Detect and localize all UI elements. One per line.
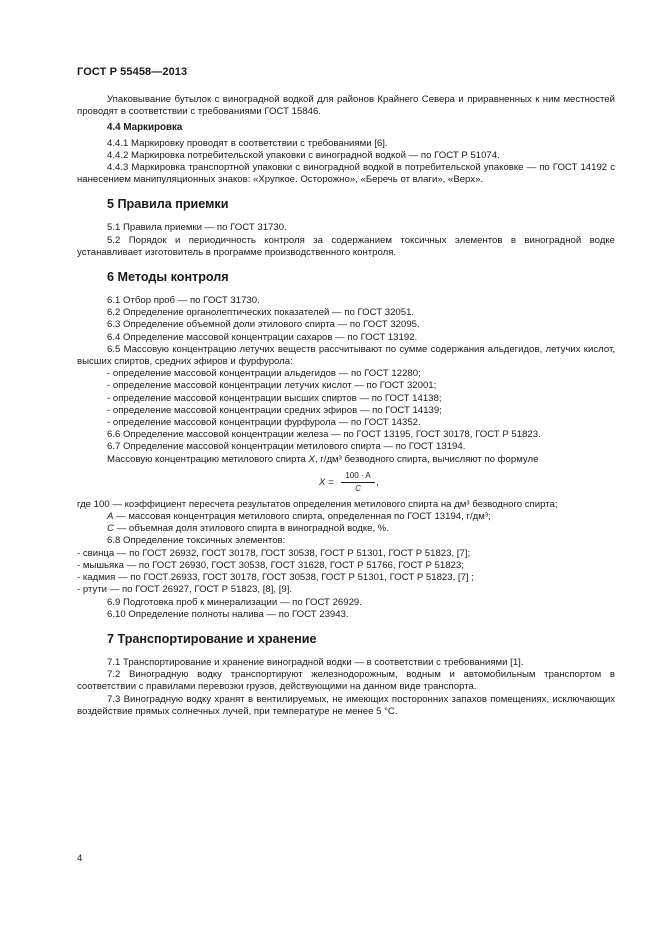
paragraph-6-5: 6.5 Массовую концентрацию летучих веществ рассчитывают по сумме содержания альдегидов, летучих кислот, высших спиртов, средних эфиров и фурфурола: <box>77 343 615 368</box>
methanol-intro-b: , г/дм³ безводного спирта, вычисляют по формуле <box>314 453 539 465</box>
list-item-toxic: - мышьяка — по ГОСТ 26930, ГОСТ 30538, ГОСТ 31628, ГОСТ Р 51766, ГОСТ Р 51823; <box>77 559 464 571</box>
section-title-5: 5 Правила приемки <box>107 197 229 212</box>
formula-fraction <box>341 471 375 494</box>
paragraph-6-4: 6.4 Определение массовой концентрации сахаров — по ГОСТ 13192. <box>107 331 418 343</box>
list-item-volatile: - определение массовой концентрации летучих кислот — по ГОСТ 32001; <box>107 380 437 392</box>
paragraph-6-3: 6.3 Определение объемной доли этилового спирта — по ГОСТ 32095. <box>107 319 420 331</box>
paragraph-6-7: 6.7 Определение массовой концентрации метилового спирта — по ГОСТ 13194. <box>107 441 466 453</box>
list-item-volatile: - определение массовой концентрации альдегидов — по ГОСТ 12280; <box>107 368 421 380</box>
list-item-volatile: - определение массовой концентрации средних эфиров — по ГОСТ 14139; <box>107 404 442 416</box>
paragraph-6-2: 6.2 Определение органолептических показателей — по ГОСТ 32051. <box>107 307 415 319</box>
where-100-definition: где 100 — коэффициент пересчета результатов определения метилового спирта на дм³ безводного спирта; <box>77 498 558 510</box>
methanol-formula <box>77 471 615 493</box>
paragraph-6-1: 6.1 Отбор проб — по ГОСТ 31730. <box>107 295 260 307</box>
formula-lhs: X = <box>319 476 334 488</box>
formula-tail: , <box>376 476 379 488</box>
paragraph-methanol-intro <box>77 454 615 466</box>
variable-a: A <box>107 511 114 523</box>
paragraph-7-2: 7.2 Виноградную водку транспортируют железнодорожным, водным и автомобильным транспортом в соответствии с правилами перевозки грузов, действующими на данном виде транспорта. <box>77 669 615 693</box>
list-item-toxic: - кадмия — по ГОСТ 26933, ГОСТ 30178, ГОСТ 30538, ГОСТ Р 51301, ГОСТ Р 51823, [7] ; <box>77 572 474 584</box>
paragraph-4-4-2: 4.4.2 Маркировка потребительской упаковки с виноградной водкой — по ГОСТ Р 51074. <box>107 149 500 161</box>
page-number: 4 <box>77 853 83 864</box>
paragraph-7-3: 7.3 Виноградную водку хранят в вентилируемых, не имеющих посторонних запахов помещениях, исключающих воздействие прямых солнечных лучей, при температуре не менее 5 °С. <box>77 693 615 717</box>
paragraph-4-4-1: 4.4.1 Маркировку проводят в соответствии с требованиями [6]. <box>107 137 388 149</box>
paragraph-5-2: 5.2 Порядок и периодичность контроля за содержанием токсичных элементов в виноградной водке устанавливает изготовитель в программе производственного контроля. <box>77 234 615 258</box>
list-item-volatile: - определение массовой концентрации фурфурола — по ГОСТ 14352. <box>107 417 421 429</box>
document-body <box>77 94 615 718</box>
paragraph-6-6: 6.6 Определение массовой концентрации железа — по ГОСТ 13195, ГОСТ 30178, ГОСТ Р 51823. <box>107 429 541 441</box>
standard-header: ГОСТ Р 55458—2013 <box>77 66 188 78</box>
paragraph-7-1: 7.1 Транспортирование и хранение виноградной водки — в соответствии с требованиями [1]. <box>107 656 524 668</box>
variable-x: X <box>308 453 315 465</box>
paragraph-4-4-3: 4.4.3 Маркировка транспортной упаковки с виноградной водкой в потребительской упаковке — по ГОСТ 14192 с нанесением манипуляционных знаков: «Хрупкое. Осторожно», «Беречь от влаги», «Верх». <box>77 162 615 186</box>
subsection-title-4-4: 4.4 Маркировка <box>107 122 183 134</box>
paragraph-6-10: 6.10 Определение полноты налива — по ГОСТ 23943. <box>107 608 349 620</box>
paragraph-5-1: 5.1 Правила приемки — по ГОСТ 31730. <box>107 222 287 234</box>
where-c-definition <box>77 523 615 535</box>
paragraph-6-8: 6.8 Определение токсичных элементов: <box>107 535 286 547</box>
paragraph-packaging-north: Упаковывание бутылок с виноградной водкой для районов Крайнего Севера и приравненных к ним местностей проводят в соответствии с требованиями ГОСТ 15846. <box>77 94 615 118</box>
methanol-intro-a: Массовую концентрацию метилового спирта <box>107 453 309 465</box>
formula-numerator: 100 · A <box>341 471 375 483</box>
where-a-text: — массовая концентрация метилового спирта, определенная по ГОСТ 13194, г/дм³; <box>113 511 491 523</box>
where-c-text: — объемная доля этилового спирта в виноградной водке, %. <box>113 523 389 535</box>
section-title-7: 7 Транспортирование и хранение <box>107 631 317 646</box>
where-a-definition <box>77 511 615 523</box>
paragraph-6-9: 6.9 Подготовка проб к минерализации — по ГОСТ 26929. <box>107 596 362 608</box>
list-item-volatile: - определение массовой концентрации высших спиртов — по ГОСТ 14138; <box>107 392 442 404</box>
variable-c: C <box>107 523 114 535</box>
formula-denominator: C <box>355 483 361 493</box>
list-item-toxic: - ртути — по ГОСТ 26927, ГОСТ Р 51823, [8], [9]. <box>77 584 293 596</box>
section-title-6: 6 Методы контроля <box>107 270 229 285</box>
list-item-toxic: - свинца — по ГОСТ 26932, ГОСТ 30178, ГОСТ 30538, ГОСТ Р 51301, ГОСТ Р 51823, [7]; <box>77 547 471 559</box>
